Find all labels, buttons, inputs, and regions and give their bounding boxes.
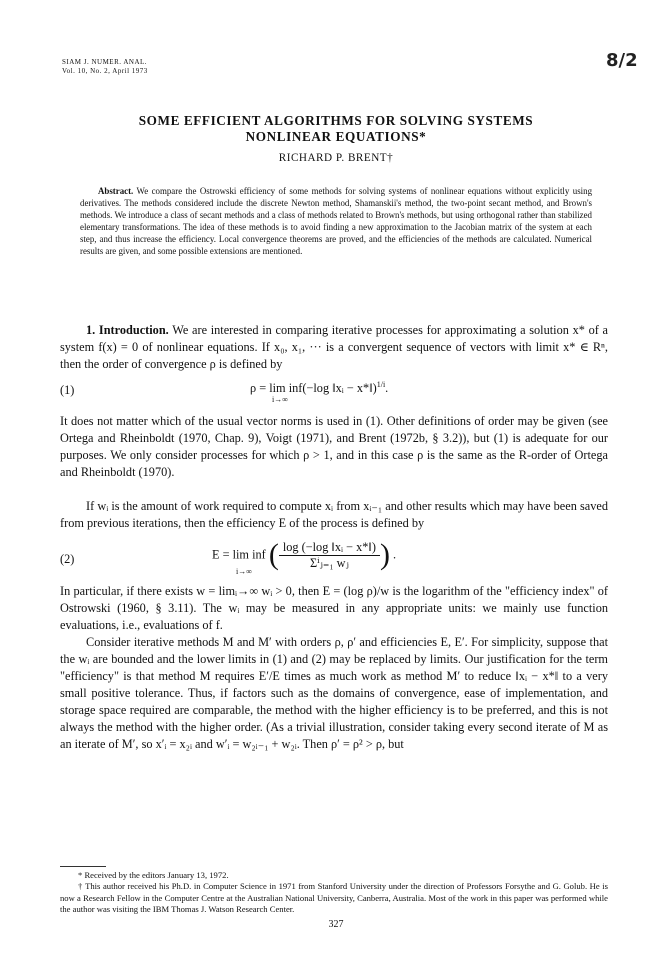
abstract: [80, 185, 592, 258]
intro-paragraph-4: In particular, if there exists w = limᵢ→∞ wᵢ > 0, then E = (log ρ)/w is the logarithm of the "efficiency index" of Ostrowski (1960, § 3.11). The wᵢ may be measured in any appropriate units: we mainly use function evaluations, i.e., evaluations of f.: [60, 584, 608, 632]
footnotes: [60, 870, 608, 916]
equation-1-label: (1): [60, 383, 75, 397]
section-heading: 1. Introduction.: [86, 323, 169, 337]
intro-paragraph-5: Consider iterative methods M and M′ with orders ρ, ρ′ and efficiencies E, E′. For simplicity, suppose that the wᵢ are bounded and the lower limits in (1) and (2) may be replaced by limits. Our justification for the term "efficiency" is that method M requires E′/E times as much work as method M′ to reduce ‖xᵢ − x*‖ to a very small positive tolerance. Thus, if factors such as the domains of convergence, ease of implementation, and storage space required are comparable, the method with the higher efficiency is to be preferred, and this is not always the method with the higher order. (As a trivial illustration, consider taking every second iterate of M as an iterate of M′, so x′ᵢ = x₂ᵢ and w′ᵢ = w₂ᵢ₋₁ + w₂ᵢ. Then ρ′ = ρ² > ρ, but: [60, 635, 608, 751]
intro-paragraph-2: It does not matter which of the usual vector norms is used in (1). Other definitions of order may be given (see Ortega and Rheinboldt (1970, Chap. 9), Voigt (1971), and Brent (1972b, § 3.2)), but (1) is adequate for our purposes. We only consider processes for which ρ > 1, and in this case ρ is the same as the R-order of Ortega and Rheinboldt (1970).: [60, 414, 608, 479]
journal-volume: Vol. 10, No. 2, April 1973: [62, 67, 148, 75]
author-name: RICHARD P. BRENT†: [278, 152, 394, 164]
intro-paragraph-1: 1. Introduction. We are interested in comparing iterative processes for approximating a solution x* of a system f(x) = 0 of nonlinear equations. If x₀, x₁, ··· is a convergent sequence of vectors with limit x* ∈ Rⁿ, then the order of convergence ρ is defined by: [60, 323, 608, 371]
paper-title: [0, 113, 672, 145]
journal-header: [62, 58, 148, 76]
equation-2-fraction: $\frac{\text{log (−log ‖xᵢ − x*‖)}}{\text{Σⁱⱼ₌₁ wⱼ}}$: [279, 540, 380, 571]
footnote-received: * Received by the editors January 13, 1972.: [78, 870, 229, 880]
journal-name: SIAM J. NUMER. ANAL.: [62, 58, 148, 66]
title-line-2: NONLINEAR EQUATIONS*: [245, 129, 427, 144]
footnote-rule: [60, 866, 106, 867]
equation-2-label: (2): [60, 552, 75, 566]
page-number: 327: [328, 919, 344, 930]
equation-1: (1) ρ = lim inf(−log ‖xᵢ − x*‖)$^{1/i}$. i→∞: [60, 380, 389, 404]
handwritten-note: 8/2: [606, 50, 638, 71]
abstract-label: Abstract.: [98, 186, 134, 196]
equation-2: (2) E = lim inf ( $\frac{\text{log (−log ‖xᵢ − x*‖)}}{\text{Σⁱⱼ₌₁ wⱼ}}$ ) . i→∞: [60, 538, 397, 576]
title-line-1: SOME EFFICIENT ALGORITHMS FOR SOLVING SYSTEMS: [138, 113, 534, 128]
abstract-text: We compare the Ostrowski efficiency of some methods for solving systems of nonlinear equations without explicitly using derivatives. The methods considered include the discrete Newton method, Shamanskii's method, the two-point secant method, and Brown's methods. We introduce a class of secant methods and a class of methods related to Brown's methods, but using orthogonal rather than stabilized elementary transformations. The idea of these methods is to avoid finding a new approximation to the Jacobian matrix of the system at each step, and thus increase the efficiency. Local convergence theorems are proved, and the efficiencies of the methods are calculated. Numerical results are given, and some possible extensions are mentioned.: [80, 186, 593, 257]
intro-paragraph-3: If wᵢ is the amount of work required to compute xᵢ from xᵢ₋₁ and other results which may have been saved from previous iterations, then the efficiency E of the process is defined by: [60, 499, 608, 530]
footnote-author: † This author received his Ph.D. in Computer Science in 1971 from Stanford University under the direction of Professors Forsythe and G. Golub. He is now a Research Fellow in the Computer Centre at the Australian National University, Canberra, Australia. Most of the work in this paper was performed while the author was visiting the IBM Thomas J. Watson Research Center.: [60, 881, 608, 915]
